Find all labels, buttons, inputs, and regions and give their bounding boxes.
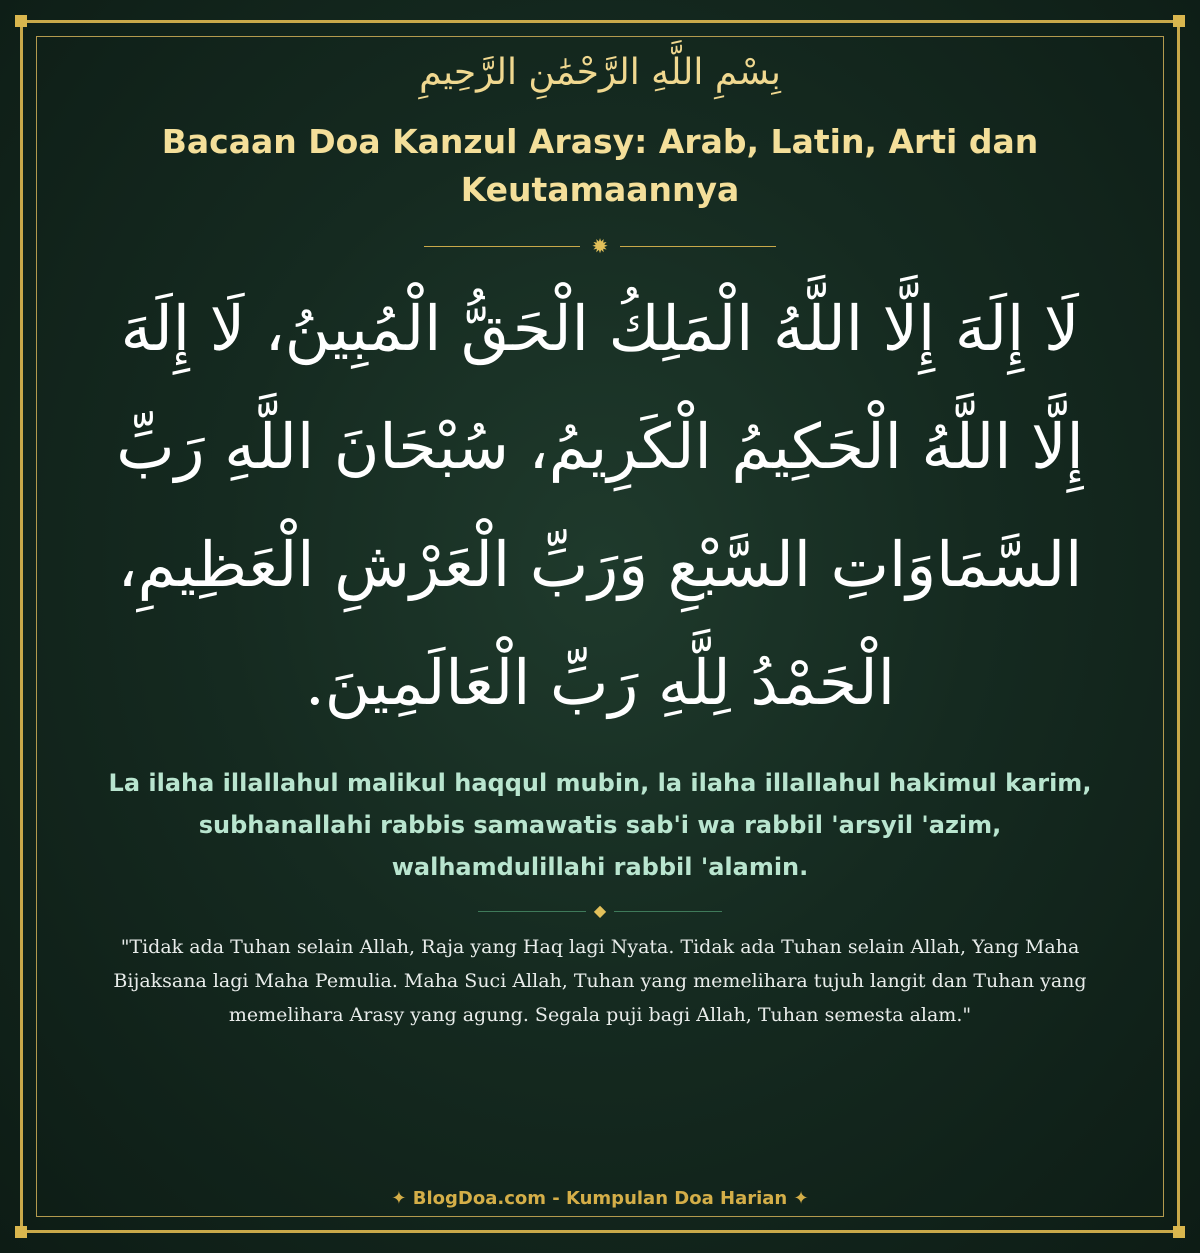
- divider-line-right: [614, 911, 722, 912]
- star-ornament-icon: ✹: [591, 234, 609, 258]
- middle-divider: [0, 901, 1200, 921]
- divider-line-left: [478, 911, 586, 912]
- footer-credit: ✦ BlogDoa.com - Kumpulan Doa Harian ✦: [391, 1188, 809, 1209]
- doa-translation-text: "Tidak ada Tuhan selain Allah, Raja yang Haq lagi Nyata. Tidak ada Tuhan selain Allah, Yang Maha Bijaksana lagi Maha Pemulia. Maha Suci Allah, Tuhan yang memelihara tujuh langit dan Tuhan yang memelihara Arasy yang agung. Segala puji bagi Allah, Tuhan semesta alam.": [113, 936, 1087, 1026]
- corner-ornament-top-right: [1173, 15, 1185, 27]
- divider-line-left: [424, 246, 580, 247]
- corner-ornament-bottom-left: [15, 1226, 27, 1238]
- doa-latin-text: La ilaha illallahul malikul haqqul mubin, la ilaha illallahul hakimul karim, subhanallahi rabbis samawatis sab'i wa rabbil 'arsyil 'azim, walhamdulillahi rabbil 'alamin.: [108, 769, 1092, 881]
- divider-line-right: [620, 246, 776, 247]
- page-title: Bacaan Doa Kanzul Arasy: Arab, Latin, Arti dan Keutamaannya: [161, 122, 1039, 209]
- bismillah-heading: بِسْمِ اللَّهِ الرَّحْمَٰنِ الرَّحِيمِ: [419, 52, 781, 93]
- top-divider: [0, 236, 1200, 256]
- corner-ornament-top-left: [15, 15, 27, 27]
- corner-ornament-bottom-right: [1173, 1226, 1185, 1238]
- doa-arabic-text: لَا إِلَهَ إِلَّا اللَّهُ الْمَلِكُ الْحَقُّ الْمُبِينُ، لَا إِلَهَ إِلَّا اللَّهُ الْحَكِيمُ الْكَرِيمُ، سُبْحَانَ اللَّهِ رَبِّ السَّمَاوَاتِ السَّبْعِ وَرَبِّ الْعَرْشِ الْعَظِيمِ، الْحَمْدُ لِلَّهِ رَبِّ الْعَالَمِينَ.: [116, 292, 1084, 719]
- diamond-ornament-icon: ◆: [593, 901, 607, 920]
